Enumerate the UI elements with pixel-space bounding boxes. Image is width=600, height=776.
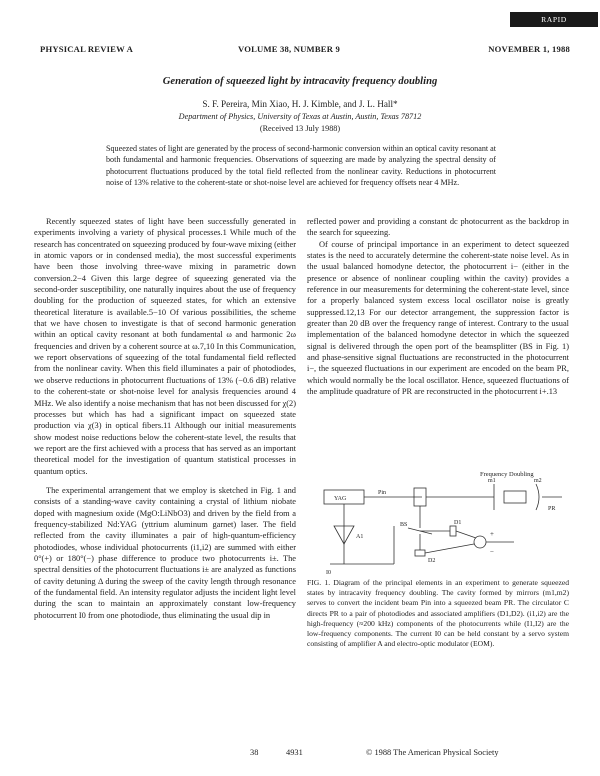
freq-doubling-label: Frequency Doubling [480, 471, 534, 478]
volume-number: VOLUME 38, NUMBER 9 [238, 44, 340, 54]
right-column [307, 216, 569, 398]
article-title: Generation of squeezed light by intracavity frequency doubling [162, 76, 438, 87]
i0-label: I0 [326, 570, 331, 576]
body-paragraph: Of course of principal importance in an experiment to detect squeezed states is the need to accurately determine the coherent-state noise level. As in the usual balanced homodyne detector, the photocurrent i− (either in the presence or absence of nonlinear coupling within the cavity) provides a reference in our measurements for determining the coherent-state level, since for a properly balanced system excess local oscillator noise is greatly suppressed.12,13 For our detector arrangement, the suppression factor is greater than 20 dB over the frequency range of interest. Contrary to the usual implementation of the balanced homodyne detector in which the squeezed signal is delivered through the open port of the beamsplitter (BS in Fig. 1) and phase-sensitive signal fluctuations are reconstructed in the photocurrent i−, the squeezed fluctuations in our experiment are encoded on the beam PR, which would normally be the local oscillator. Hence, squeezed fluctuations of the amplitude quadrature of PR are reconstructed in the photocurrent i+.13 [307, 239, 569, 397]
figure-caption: FIG. 1. Diagram of the principal elements in an experiment to generate squeezed states by intracavity frequency doubling. The cavity formed by mirrors (m1,m2) serves to convert the incident beam Pin into a squeezed beam PR. The circulator C directs PR to a pair of photodiodes and associated amplifiers (D1,D2). (i1,i2) are the high-frequency (≈200 kHz) components of the photocurrents while (I1,I2) are the low-frequency components. The current I0 can be held constant by a servo system consisting of amplifier A and electro-optic modulator (EOM). [307, 578, 569, 649]
amplifier-label: A1 [356, 534, 364, 540]
d1-label: D1 [454, 520, 462, 526]
body-paragraph: reflected power and providing a constant dc photocurrent as the backdrop in the search for squeezing. [307, 217, 569, 238]
body-paragraph: The experimental arrangement that we employ is sketched in Fig. 1 and consists of a standing-wave cavity containing a crystal of lithium niobate doped with magnesium oxide (MgO:LiNbO3) and driven by the field from a frequency-stabilized Nd:YAG (yttrium aluminum garnet) laser. The field reflected from the cavity illuminates a pair of high-quantum-efficiency photodiodes, whose individual photocurrents (i1,i2) are summed with either 0°(+) or 180°(−) phase difference to produce two photocurrents i±. The spectral densities of the photocurrent fluctuations i± are analyzed as functions of cavity detuning Δ during the sweep of the cavity length through resonance of the fundamental field. An intensity regulator adjusts the incident light level during the scan to maintain an approximately constant low-frequency photocurrent I0 from one photodiode, thus eliminating the usual dip in [34, 485, 296, 620]
pin-label: Pin [378, 490, 387, 496]
crystal [504, 491, 526, 503]
pr-label: PR [548, 506, 556, 512]
m2-label: m2 [534, 478, 542, 484]
photodiode-d1 [450, 526, 456, 536]
d2-label: D2 [428, 558, 436, 564]
minus-label: − [490, 548, 494, 556]
author-list: S. F. Pereira, Min Xiao, H. J. Kimble, and J. L. Hall* [202, 99, 398, 109]
laser-label: YAG [334, 496, 347, 502]
journal-name: PHYSICAL REVIEW A [40, 44, 134, 54]
experimental-setup-figure [304, 464, 572, 576]
issue-date: NOVEMBER 1, 1988 [488, 44, 570, 54]
plus-label: + [490, 530, 494, 538]
m1-label: m1 [488, 478, 496, 484]
abstract: Squeezed states of light are generated by the process of second-harmonic conversion within an optical cavity resonant at both fundamental and harmonic frequencies. Observations of squeezing are made by analyzing the spectral density of photocurrent fluctuations produced by the total field reflected from the nonlinear cavity. Reductions in photocurrent noise of 13% relative to the coherent-state or shot-noise level are achieved for frequency offsets near 4 MHz. [106, 144, 496, 188]
rapid-communications-badge: RAPID COMMUNICATIONS [510, 12, 598, 27]
mirror-m2 [536, 484, 539, 510]
left-column [34, 216, 296, 621]
body-paragraph: Recently squeezed states of light have been successfully generated in experiments involving a variety of physical processes.1 While much of the research has concentrated on squeezing produced by four-wave mixing (either in atomic vapors or in condensed media), the most successful experiments have been those involving three-wave mixing in parametric down conversion.2−4 Given this large degree of squeezing generated via the second-order susceptibility, one naturally inquires about the use of frequency doubling for the production of squeezed states, for which an extensive theoretical literature is available.5−10 Of various possibilities, the scheme that we have chosen to investigate is that of second harmonic generation within an optical cavity resonant at both fundamental ω and harmonic 2ω frequencies and driven by a coherent source at ω.7,10 In this Communication, we report observations of squeezing of the total fundamental field reflected from the nonlinear cavity. When this field illuminates a pair of photodiodes, we observe reductions in photocurrent fluctuations of 13% (−0.6 dB) relative to the coherent-state or shot-noise level for analysis frequencies around 4 MHz. We also identify a noise mechanism that has not been discussed for χ(2) processes but which has had a significant impact on squeezed state production via χ(3) in optical fibers.11 Although our initial measurements show modest noise reductions below the coherent-state level, the results that we report are the first achieved with a process that has served as an important theoretical model for the investigation of quantum statistical processes in quantum optics. [34, 217, 296, 476]
bs-label: BS [400, 522, 408, 528]
footer-volume: 38 [250, 748, 259, 757]
received-date: (Received 13 July 1988) [259, 124, 341, 133]
footer-copyright: © 1988 The American Physical Society [366, 748, 499, 757]
photodiode-d2 [415, 550, 425, 556]
affiliation: Department of Physics, University of Texas at Austin, Austin, Texas 78712 [178, 112, 422, 121]
footer-page: 4931 [286, 748, 303, 757]
